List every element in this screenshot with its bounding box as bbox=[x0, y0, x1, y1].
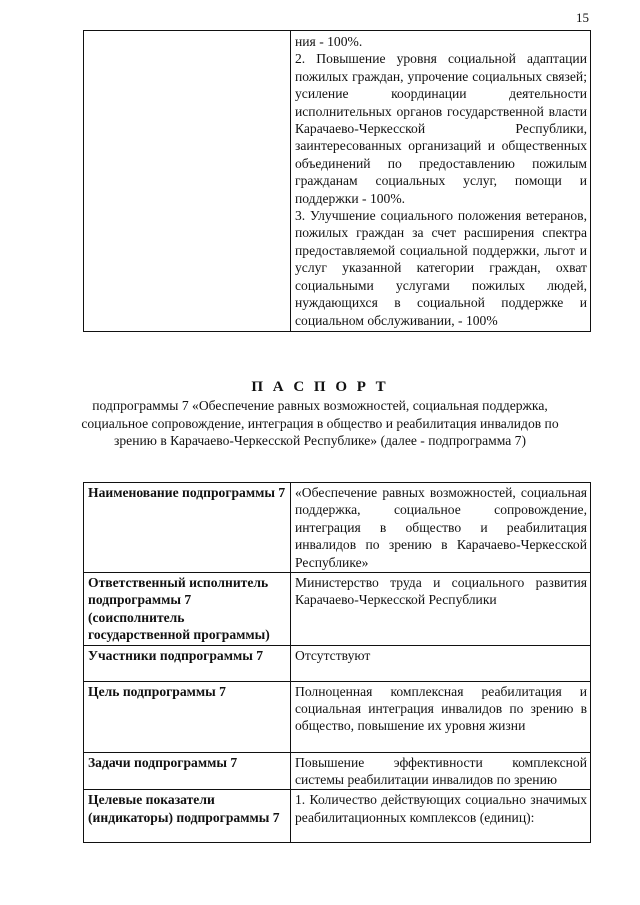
row-value: Министерство труда и социального развития Карачаево-Черкесской Республики bbox=[291, 573, 591, 646]
row-label: Целевые показатели (индикаторы) подпрограммы 7 bbox=[84, 790, 291, 843]
continuation-table bbox=[83, 30, 591, 332]
table-row bbox=[84, 573, 591, 646]
continuation-paragraph-3: 3. Улучшение социального положения ветеранов, пожилых граждан за счет расширения спектра предоставляемой социальной поддержки, льгот и услуг указанной категории граждан, охват социальными услугами пожилых людей, нуждающихся в социальной поддержке и социальном обслуживании, - 100% bbox=[295, 208, 587, 328]
row-label: Ответственный исполнитель подпрограммы 7 (соисполнитель государственной программы) bbox=[84, 573, 291, 646]
row-value: Отсутствуют bbox=[291, 645, 591, 681]
table-row bbox=[84, 483, 591, 573]
row-value: «Обеспечение равных возможностей, социальная поддержка, социальное сопровождение, интеграция в общество и реабилитация инвалидов по зрению в Карачаево-Черкесской Республике» bbox=[291, 483, 591, 573]
row-label: Наименование подпрограммы 7 bbox=[84, 483, 291, 573]
continuation-left-cell bbox=[84, 31, 291, 332]
page-number: 15 bbox=[576, 10, 589, 25]
continuation-paragraph-1: ния - 100%. bbox=[295, 34, 363, 49]
passport-table bbox=[83, 482, 591, 843]
row-value: Полноценная комплексная реабилитация и социальная интеграция инвалидов по зрению в общество, повышение их уровня жизни bbox=[291, 681, 591, 752]
row-value: Повышение эффективности комплексной системы реабилитации инвалидов по зрению bbox=[291, 752, 591, 790]
passport-subtitle: подпрограммы 7 «Обеспечение равных возможностей, социальная поддержка, социальное сопровождение, интеграция в общество и реабилитация инвалидов по зрению в Карачаево-Черкесской Республике» (далее - подпрограмма 7) bbox=[81, 398, 559, 449]
continuation-row bbox=[84, 31, 591, 332]
row-label: Участники подпрограммы 7 bbox=[84, 645, 291, 681]
passport-heading bbox=[60, 378, 580, 450]
passport-title: П А С П О Р Т bbox=[251, 379, 389, 395]
continuation-paragraph-2: 2. Повышение уровня социальной адаптации пожилых граждан, упрочение социальных связей; усиление координации деятельности исполнительных органов государственной власти Карачаево-Черкесской Республики, заинтересованных организаций и общественных объединений по предоставлению пожилым гражданам социальных услуг, помощи и поддержки - 100%. bbox=[295, 51, 587, 206]
table-row bbox=[84, 790, 591, 843]
row-label: Задачи подпрограммы 7 bbox=[84, 752, 291, 790]
row-label: Цель подпрограммы 7 bbox=[84, 681, 291, 752]
row-value: 1. Количество действующих социально значимых реабилитационных комплексов (единиц): bbox=[291, 790, 591, 843]
table-row bbox=[84, 645, 591, 681]
continuation-right-cell bbox=[291, 31, 591, 332]
table-row bbox=[84, 681, 591, 752]
table-row bbox=[84, 752, 591, 790]
